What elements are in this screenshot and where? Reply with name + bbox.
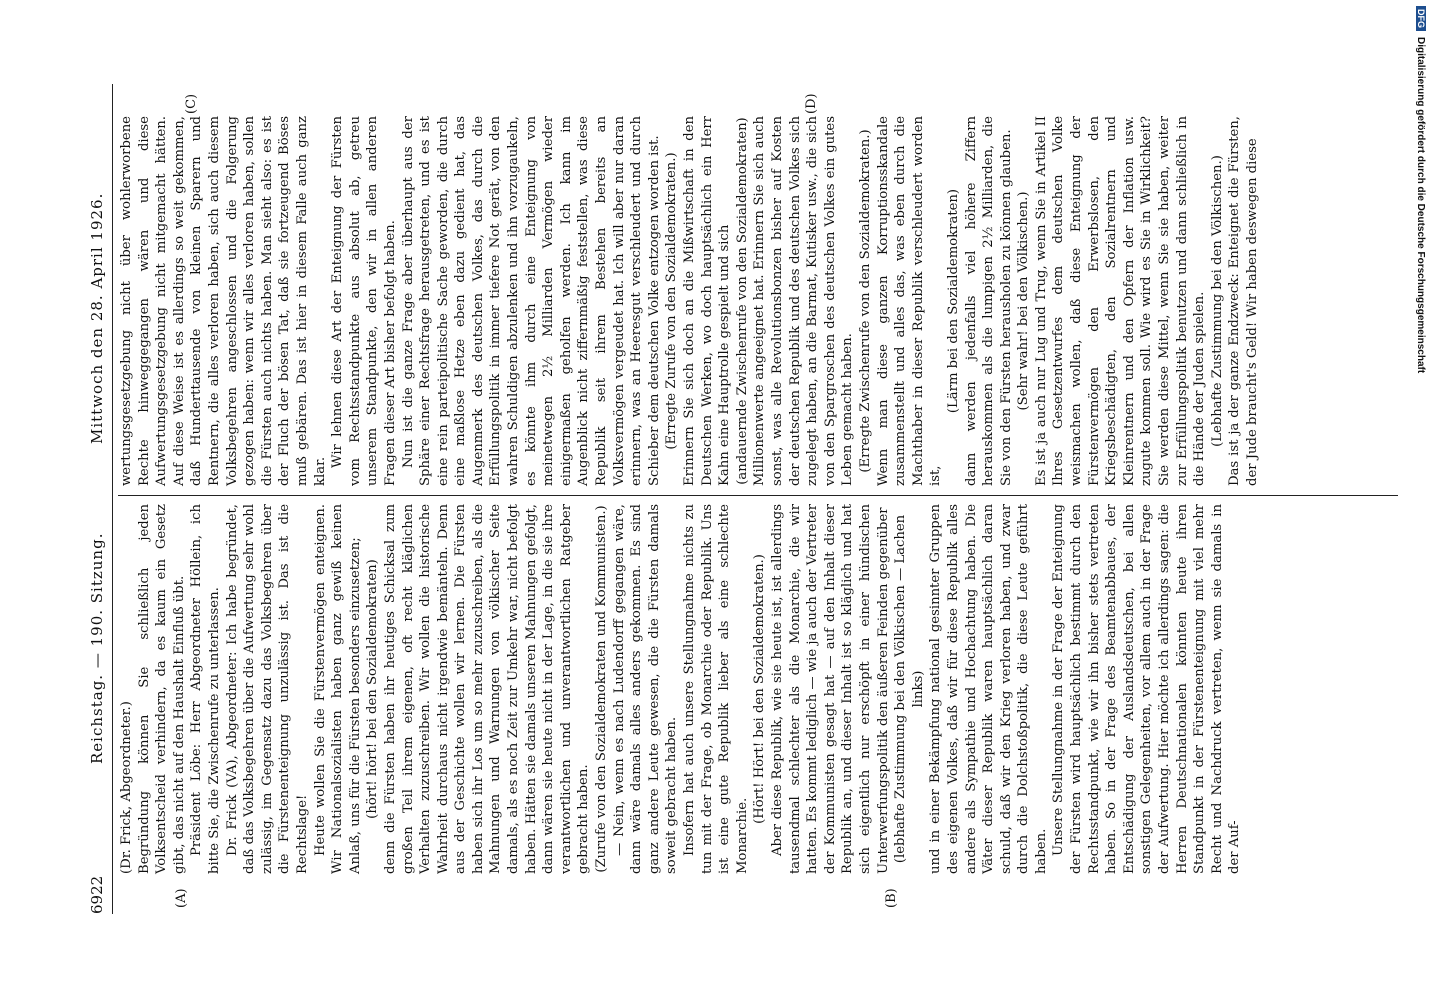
left-column-paragraph: Begründung können Sie schließlich jeden Volksentscheid verhindern, da es kaum ein Gesetz gibt, das nicht auf den Haushalt Einfluß übt.	[136, 504, 187, 874]
margin-mark-c: (C)	[184, 93, 199, 114]
left-column	[118, 504, 1398, 874]
left-column-paragraph: (Zurufe von den Sozialdemokraten und Kommunisten.)	[594, 505, 610, 873]
right-column-paragraph: Das ist ja der ganze Endzweck: Enteignet die Fürsten, der Jude braucht's Geld! Wir haben deswegen diese	[1227, 116, 1260, 486]
left-column-paragraph: (Dr. Frick, Abgeordneter.)	[119, 701, 134, 874]
left-column-paragraph: Dr. Frick (VA), Abgeordneter: Ich habe begründet, daß das Volksbegehren über die Aufwertung sehr wohl zulässig, im Gegensatz dazu das Volksbegehren über die Fürstenenteignung unzulässig ist. Das ist die Rechtslage!	[224, 504, 310, 874]
right-column-paragraph: Nun ist die ganze Frage aber überhaupt aus der Sphäre einer Rechtsfrage herausgetreten, und es ist eine rein parteipolitische Sache geworden, die durch eine maßlose Hetze eben dazu gedient hat, das Augenmerk des deutschen Volkes, das durch die Erfüllungspolitik in immer tiefere Not gerät, von den wahren Schuldigen abzulenken und ihn vorzugaukeln, es könnte ihm durch eine Enteignung von meinetwegen 2½ Milliarden Vermögen wieder einigermaßen geholfen werden. Ich kann im Augenblick nicht ziffernmäßig feststellen, was diese Republik seit ihrem Bestehen bereits an Volksvermögen vergeudet hat. Ich will aber nur daran erinnern, was an Heeresgut verschleudert und durch Schieber dem deutschen Volke entzogen worden ist.	[400, 116, 662, 486]
header-right-title: Mittwoch den 28. April 1926.	[88, 192, 106, 444]
margin-mark-a: (A)	[174, 888, 189, 908]
left-column-paragraph: Aber diese Republik, wie sie heute ist, ist allerdings tausendmal schlechter als die Monarchie, die wir hatten. Es kommt lediglich — wie ja auch der Vertreter der Kommunisten gesagt hat — auf den Inhalt dieser Republik an, und dieser Inhalt ist so kläglich und hat sich eigentlich nur erschöpft in einer hündischen Unterwerfungspolitik den äußeren Feinden gegenüber	[769, 504, 891, 874]
header-rule	[112, 84, 113, 914]
page-number: 6922	[88, 875, 106, 914]
right-column-paragraph: Es ist ja auch nur Lug und Trug, wenn Sie in Artikel II Ihres Gesetzentwurfes dem deutschen Volke weismachen wollen, daß diese Enteignung der Fürstenvermögen den Erwerbslosen, den Kriegsbeschädigten, den Sozialrentnern und Kleinrentnern und den Opfern der Inflation usw. zugute kommen soll. Wie wird es Sie in Wirklichkeit? Sie werden diese Mittel, wenn Sie sie haben, weiter zur Erfüllungspolitik benutzen und dann schließlich in die Hände der Juden spielen.	[1033, 116, 1208, 486]
right-column-paragraph: (andauernde Zwischenrufe von den Sozialdemokraten)	[734, 117, 750, 485]
dfg-credit	[1410, 6, 1430, 996]
left-column-paragraph: (Hört! Hört! bei den Sozialdemokraten.)	[752, 554, 768, 824]
running-header	[84, 84, 110, 914]
right-column-paragraph: dann werden jedenfalls viel höhere Ziffern herauskommen als die lumpigen 2½ Milliarden, die Sie von den Fürsten herausholen zu können glauben.	[963, 116, 1014, 486]
left-column-paragraph: — Nein, wenn es nach Ludendorff gegangen wäre, dann wäre damals alles anders gekommen. Es sind ganz andere Leute gewesen, die die Fürsten damals soweit gebracht haben.	[611, 504, 680, 874]
left-column-paragraph: (hört! hört! bei den Sozialdemokraten)	[365, 559, 381, 819]
right-column	[118, 116, 1398, 486]
right-column-paragraph: Wenn man diese ganzen Korruptionsskandale zusammenstellt und alles das, was eben durch die Machthaber in dieser Republik verschleudert worden ist,	[875, 116, 944, 486]
margin-mark-d: (D)	[804, 93, 819, 114]
right-column-paragraph: Erinnern Sie sich doch an die Mißwirtschaft in den Deutschen Werken, wo doch hauptsächlich ein Herr Kahn eine Hauptrolle gespielt und sich	[682, 116, 733, 486]
right-column-paragraph: (Lebhafte Zustimmung bei den Völkischen.)	[1209, 155, 1225, 447]
dfg-logo: DFG	[1416, 6, 1426, 31]
left-column-paragraph: denn die Fürsten haben ihr heutiges Schicksal zum großen Teil ihrem eigenen, oft recht kläglichen Verhalten zuzuschreiben. Wir wollen die historische Wahrheit durchaus nicht irgendwie bemänteln. Denn aus der Geschichte wollen wir lernen. Die Fürsten haben sich ihr Los um so mehr zuzuschreiben, als die Mahnungen und Warnungen von völkischer Seite damals, als es noch Zeit zur Umkehr war, nicht befolgt haben. Hätten sie damals unseren Mahnungen gefolgt, dann wären sie heute nicht in der Lage, in die sie ihre verantwortlichen und unverantwortlichen Ratgeber gebracht haben.	[382, 504, 592, 874]
left-column-paragraph: und in einer Bekämpfung national gesinnter Gruppen des eigenen Volkes, daß wir für diese Republik alles andere als Sympathie und Hochachtung haben. Die Väter dieser Republik waren hauptsächlich daran schuld, daß wir den Krieg verloren haben, und zwar durch die Dolchstoßpolitik, die diese Leute geführt haben.	[928, 504, 1049, 874]
column-divider	[118, 495, 1398, 496]
left-column-paragraph: Präsident Löbe: Herr Abgeordneter Höllein, ich bitte Sie, die Zwischenrufe zu unterlassen.	[189, 504, 222, 874]
right-column-paragraph: wertungsgesetzgebung nicht über wohlerworbene Rechte hinweggegangen wären und diese Aufwertungsgesetzgebung nicht mitgemacht hätten. Auf diese Weise ist es allerdings so weit gekommen, daß Hunderttausende von kleinen Sparern und Rentnern, die alles verloren haben, sich auch diesem Volksbegehren angeschlossen und die Folgerung gezogen haben: wenn wir alles verloren haben, sollen die Fürsten auch nichts haben. Man sieht also: es ist der Fluch der bösen Tat, daß sie fortzeugend Böses muß gebären. Das ist hier in diesem Falle auch ganz klar.	[119, 116, 328, 486]
page-body	[84, 84, 1404, 914]
left-column-paragraph: Unsere Stellungnahme in der Frage der Enteignung der Fürsten wird hauptsächlich bestimmt durch den Rechtsstandpunkt, wie wir ihn bisher stets vertreten haben. So in der Frage des Beamtenabbaues, der Entschädigung der Auslandsdeutschen, bei allen sonstigen Gelegenheiten, vor allem auch in der Frage der Aufwertung. Hier möchte ich allerdings sagen: die Herren Deutschnationalen könnten heute ihren Standpunkt in der Fürstenenteignung mit viel mehr Recht und Nachdruck vertreten, wenn sie damals in der Auf-	[1051, 504, 1243, 874]
left-column-paragraph: Insofern hat auch unsere Stellungnahme nichts zu tun mit der Frage, ob Monarchie oder Republik. Uns ist eine gute Republik lieber als eine schlechte Monarchie.	[682, 504, 750, 874]
margin-mark-b: (B)	[884, 888, 899, 908]
left-column-paragraph: (lebhafte Zustimmung bei den Völkischen — Lachen links)	[893, 514, 926, 864]
right-column-paragraph: (Erregte Zurufe von den Sozialdemokraten.)	[664, 152, 680, 450]
right-column-paragraph: (Erregte Zwischenrufe von den Sozialdemokraten.)	[857, 129, 873, 473]
rotated-page	[84, 84, 1404, 914]
dfg-credit-text: Digitalisierung gefördert durch die Deutsche Forschungsgemeinschaft	[1415, 37, 1426, 374]
right-column-paragraph: (Sehr wahr! bei den Völkischen.)	[1016, 191, 1032, 411]
header-left-title: Reichstag. — 190. Sitzung.	[88, 532, 106, 764]
right-column-paragraph: Millionenwerte angeeignet hat. Erinnern Sie sich auch sonst, was alle Revolutionsbonzen bisher auf Kosten der deutschen Republik und des deutschen Volkes sich zugelegt haben, an die Barmat, Kutisker usw., die sich von den Spargroschen des deutschen Volkes ein gutes Leben gemacht haben.	[752, 116, 856, 486]
left-column-paragraph: Heute wollen Sie die Fürstenvermögen enteignen. Wir Nationalsozialisten haben ganz gewiß keinen Anlaß, uns für die Fürsten besonders einzusetzen;	[312, 504, 363, 874]
right-column-paragraph: Wir lehnen diese Art der Enteignung der Fürsten vom Rechtsstandpunkte aus absolut ab, getreu unserem Standpunkte, den wir in allen anderen Fragen dieser Art bisher befolgt haben.	[330, 116, 398, 486]
right-column-paragraph: (Lärm bei den Sozialdemokraten)	[945, 188, 961, 414]
